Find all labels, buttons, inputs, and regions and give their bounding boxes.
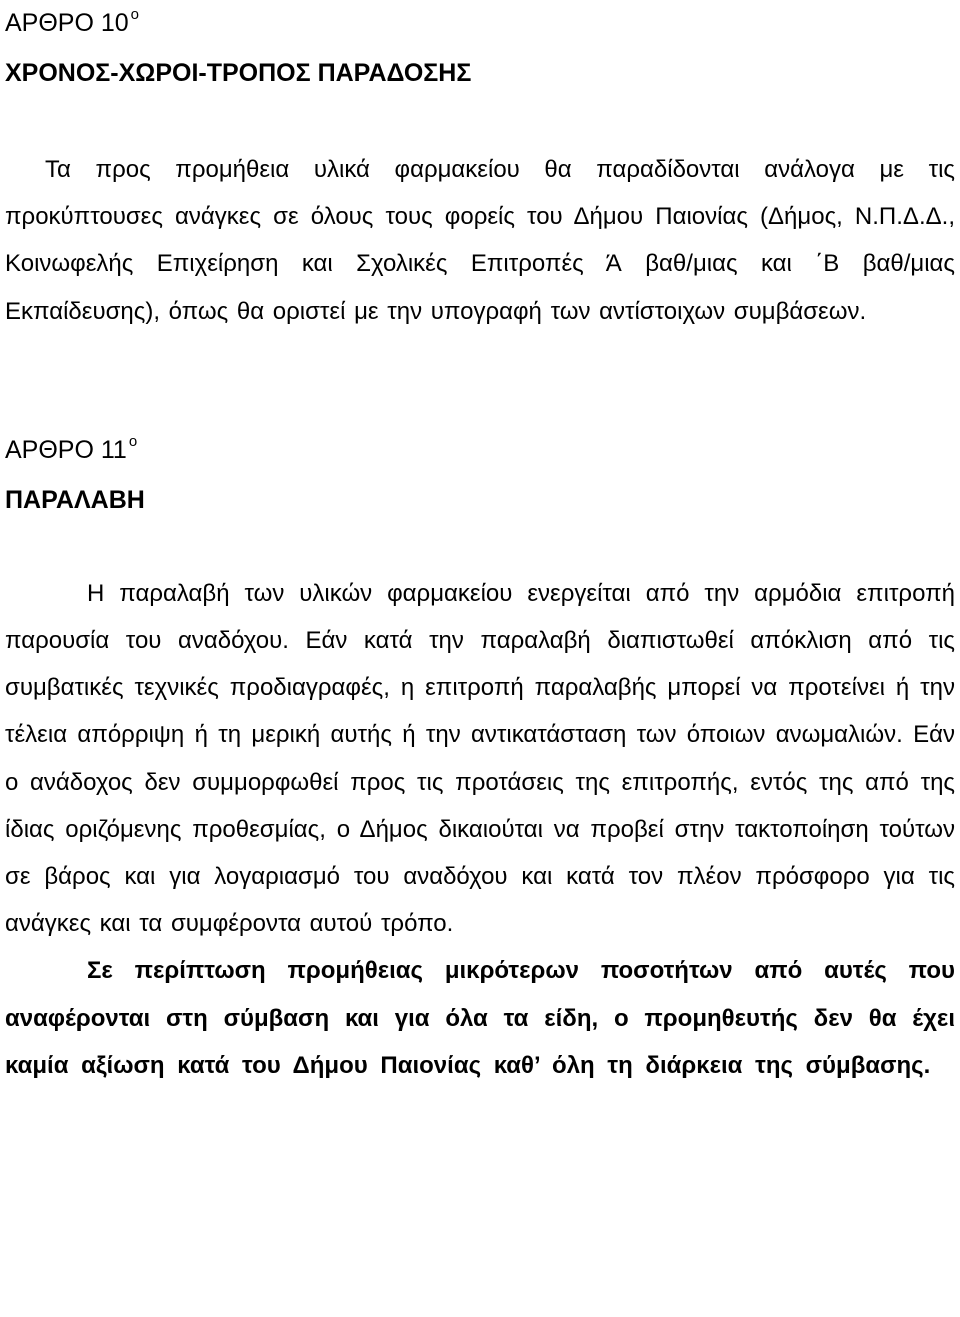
article-10-title: ΧΡΟΝΟΣ-ΧΩΡΟΙ-ΤΡΟΠΟΣ ΠΑΡΑΔΟΣΗΣ — [5, 59, 472, 87]
article-11-title: ΠΑΡΑΛΑΒΗ — [5, 485, 145, 514]
article-11-heading — [5, 427, 955, 477]
document-page — [5, 0, 955, 1089]
article-10-heading — [5, 0, 955, 50]
article-11 — [5, 427, 955, 1089]
article-11-bold-paragraph: Σε περίπτωση προμήθειας μικρότερων ποσοτήτων από αυτές που αναφέρονται στη σύμβαση και για όλα τα είδη, ο προμηθευτής δεν θα έχει καμία αξίωση κατά του Δήμου Παιονίας καθ’ όλη τη διάρκεια της σύμβασης. — [5, 957, 955, 1079]
article-10 — [5, 0, 955, 335]
spacer — [5, 97, 955, 146]
article-11-paragraph: Η παραλαβή των υλικών φαρμακείου ενεργείται από την αρμόδια επιτροπή παρουσία του αναδόχου. Εάν κατά την παραλαβή διαπιστωθεί απόκλιση από τις συμβατικές τεχνικές προδιαγραφές, η επιτροπή παραλαβής μπορεί να προτείνει ή την τέλεια απόρριψη ή τη μερική αυτής ή την αντικατάσταση των όποιων ανωμαλιών. Εάν ο ανάδοχος δεν συμμορφωθεί προς τις προτάσεις της επιτροπής, εντός της από της ίδιας οριζόμενης προθεσμίας, ο Δήμος δικαιούται να προβεί στην τακτοποίηση τούτων σε βάρος και για λογαριασμό του αναδόχου και κατά τον πλέον πρόσφορο για τις ανάγκες και τα συμφέροντα αυτού τρόπο. — [5, 579, 955, 938]
article-10-paragraph: Τα προς προμήθεια υλικά φαρμακείου θα παραδίδονται ανάλογα με τις προκύπτουσες ανάγκες σε όλους τους φορείς του Δήμου Παιονίας (Δήμος, Ν.Π.Δ.Δ., Κοινωφελής Επιχείρηση και Σχολικές Επιτροπές Ά βαθ/μιας και ΄Β βαθ/μιας Εκπαίδευσης), όπως θα οριστεί με την υπογραφή των αντίστοιχων συμβάσεων. — [5, 156, 955, 325]
article-11-label: ΑΡΘΡΟ 11 — [5, 435, 127, 464]
article-10-ordinal: ο — [130, 6, 140, 23]
article-10-label: ΑΡΘΡΟ 10 — [5, 9, 129, 37]
spacer — [5, 335, 955, 427]
spacer — [5, 524, 955, 570]
article-11-ordinal: ο — [128, 432, 138, 450]
